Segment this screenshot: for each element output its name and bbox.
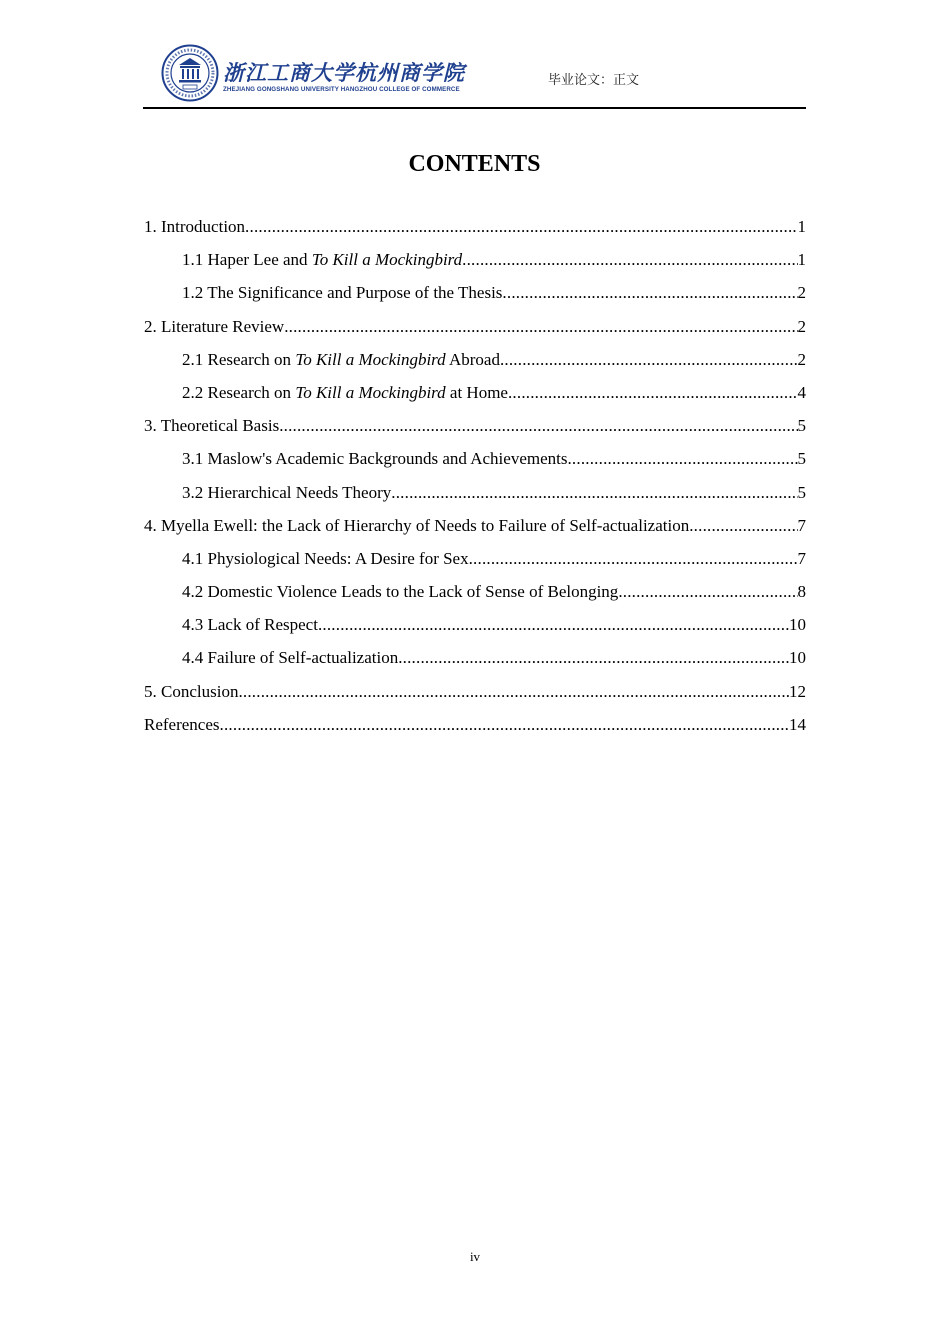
toc-entry-title-text: 5. Conclusion [144, 681, 239, 701]
toc-entry-title-text: 2.2 Research on [182, 382, 296, 402]
header-section-label: 毕业论文：正文 [548, 73, 640, 88]
toc-entry-title [182, 547, 469, 571]
toc-entry-page: 2 [797, 283, 806, 303]
toc-leader-dots [238, 680, 789, 704]
toc-entry-title [182, 481, 391, 505]
toc-entry-title [182, 613, 318, 637]
toc-entry[interactable] [144, 381, 806, 414]
toc-entry[interactable] [144, 547, 806, 580]
toc-entry[interactable] [144, 348, 806, 381]
toc-entry-title-suffix: at Home [445, 382, 508, 402]
toc-entry-page: 5 [797, 482, 806, 502]
toc-leader-dots [220, 713, 789, 737]
toc-entry-title [182, 580, 618, 604]
toc-entry[interactable] [144, 613, 806, 646]
toc-leader-dots [284, 315, 797, 339]
toc-entry[interactable] [144, 414, 806, 447]
toc-entry-page: 1 [797, 250, 806, 270]
toc-entry[interactable] [144, 215, 806, 248]
toc-leader-dots [469, 547, 798, 571]
toc-entry[interactable] [144, 281, 806, 314]
university-name-english: ZHEJIANG GONGSHANG UNIVERSITY HANGZHOU COLLEGE OF COMMERCE [223, 86, 460, 93]
toc-entry-title [144, 215, 245, 239]
toc-entry[interactable] [144, 713, 806, 746]
toc-leader-dots [689, 514, 797, 538]
toc-entry-title [144, 315, 284, 339]
toc-leader-dots [502, 281, 797, 305]
toc-entry[interactable] [144, 481, 806, 514]
toc-leader-dots [318, 613, 789, 637]
toc-leader-dots [618, 580, 797, 604]
toc-entry-title-text: 1.1 Haper Lee and [182, 250, 312, 270]
toc-entry-title [182, 281, 502, 305]
toc-leader-dots [245, 215, 797, 239]
toc-entry[interactable] [144, 580, 806, 613]
toc-entry-title [182, 381, 508, 405]
toc-entry[interactable] [144, 514, 806, 547]
toc-entry-title [182, 248, 462, 272]
toc-entry-page: 8 [797, 582, 806, 602]
toc-entry[interactable] [144, 248, 806, 281]
toc-entry-title-text: 3. Theoretical Basis [144, 416, 280, 436]
toc-entry-page: 12 [789, 681, 806, 701]
toc-entry[interactable] [144, 680, 806, 713]
toc-entry-title-text: 4.1 Physiological Needs: A Desire for Sex [182, 548, 469, 568]
toc-leader-dots [398, 646, 789, 670]
toc-entry-page: 5 [797, 449, 806, 469]
toc-entry-title-italic: To Kill a Mockingbird [295, 349, 446, 369]
toc-entry-title-text: 4.2 Domestic Violence Leads to the Lack of Sense of Belonging [182, 582, 619, 602]
toc-leader-dots [508, 381, 798, 405]
toc-leader-dots [567, 447, 797, 471]
toc-entry-page: 10 [789, 615, 806, 635]
page-number: iv [469, 1249, 481, 1264]
toc-entry-title-italic: To Kill a Mockingbird [311, 250, 463, 270]
toc-entry-title [144, 514, 689, 538]
toc-entry[interactable] [144, 315, 806, 348]
toc-entry[interactable] [144, 646, 806, 679]
toc-entry-page: 1 [797, 217, 806, 236]
toc-entry-title-suffix: Abroad [445, 349, 500, 369]
toc-entry-title [182, 646, 398, 670]
toc-entry-title-text: 2. Literature Review [144, 316, 285, 336]
page-header [143, 40, 806, 108]
page-title: CONTENTS [408, 151, 541, 177]
toc-entry-title-text: 2.1 Research on [182, 349, 296, 369]
university-seal-icon [161, 44, 219, 102]
toc-entry-page: 7 [797, 548, 806, 568]
toc-entry-page: 5 [797, 416, 806, 436]
toc-leader-dots [500, 348, 798, 372]
toc-entry-title-text: 4. Myella Ewell: the Lack of Hierarchy of Needs to Failure of Self-actualization [144, 515, 690, 535]
toc-entry-page: 2 [797, 316, 806, 336]
toc-entry-page: 10 [789, 648, 806, 668]
toc-entry-title [182, 447, 567, 471]
toc-entry-title-text: 3.1 Maslow's Academic Backgrounds and Achievements [182, 449, 568, 469]
toc-entry[interactable] [144, 447, 806, 480]
toc-leader-dots [279, 414, 797, 438]
header-divider [143, 107, 806, 109]
toc-entry-title [182, 348, 500, 372]
toc-entry-title-text: 4.4 Failure of Self-actualization [182, 648, 399, 668]
toc-entry-title [144, 680, 238, 704]
toc-leader-dots [391, 481, 797, 505]
toc-leader-dots [462, 248, 797, 272]
toc-entry-title-text: References [144, 714, 220, 734]
toc-entry-title-text: 3.2 Hierarchical Needs Theory [182, 482, 392, 502]
toc-entry-title-text: 1.2 The Significance and Purpose of the Thesis [182, 283, 503, 303]
university-name-chinese: 浙江工商大学杭州商学院 [223, 61, 465, 85]
toc-entry-title [144, 414, 279, 438]
toc-entry-title-text: 1. Introduction [144, 217, 246, 236]
toc-entry-title-italic: To Kill a Mockingbird [295, 382, 446, 402]
toc-entry-page: 14 [789, 714, 806, 734]
toc-entry-title [144, 713, 220, 737]
toc-entry-title-text: 4.3 Lack of Respect [182, 615, 318, 635]
table-of-contents [144, 215, 806, 746]
toc-entry-page: 7 [797, 515, 806, 535]
toc-entry-page: 4 [797, 382, 806, 402]
toc-entry-page: 2 [797, 349, 806, 369]
